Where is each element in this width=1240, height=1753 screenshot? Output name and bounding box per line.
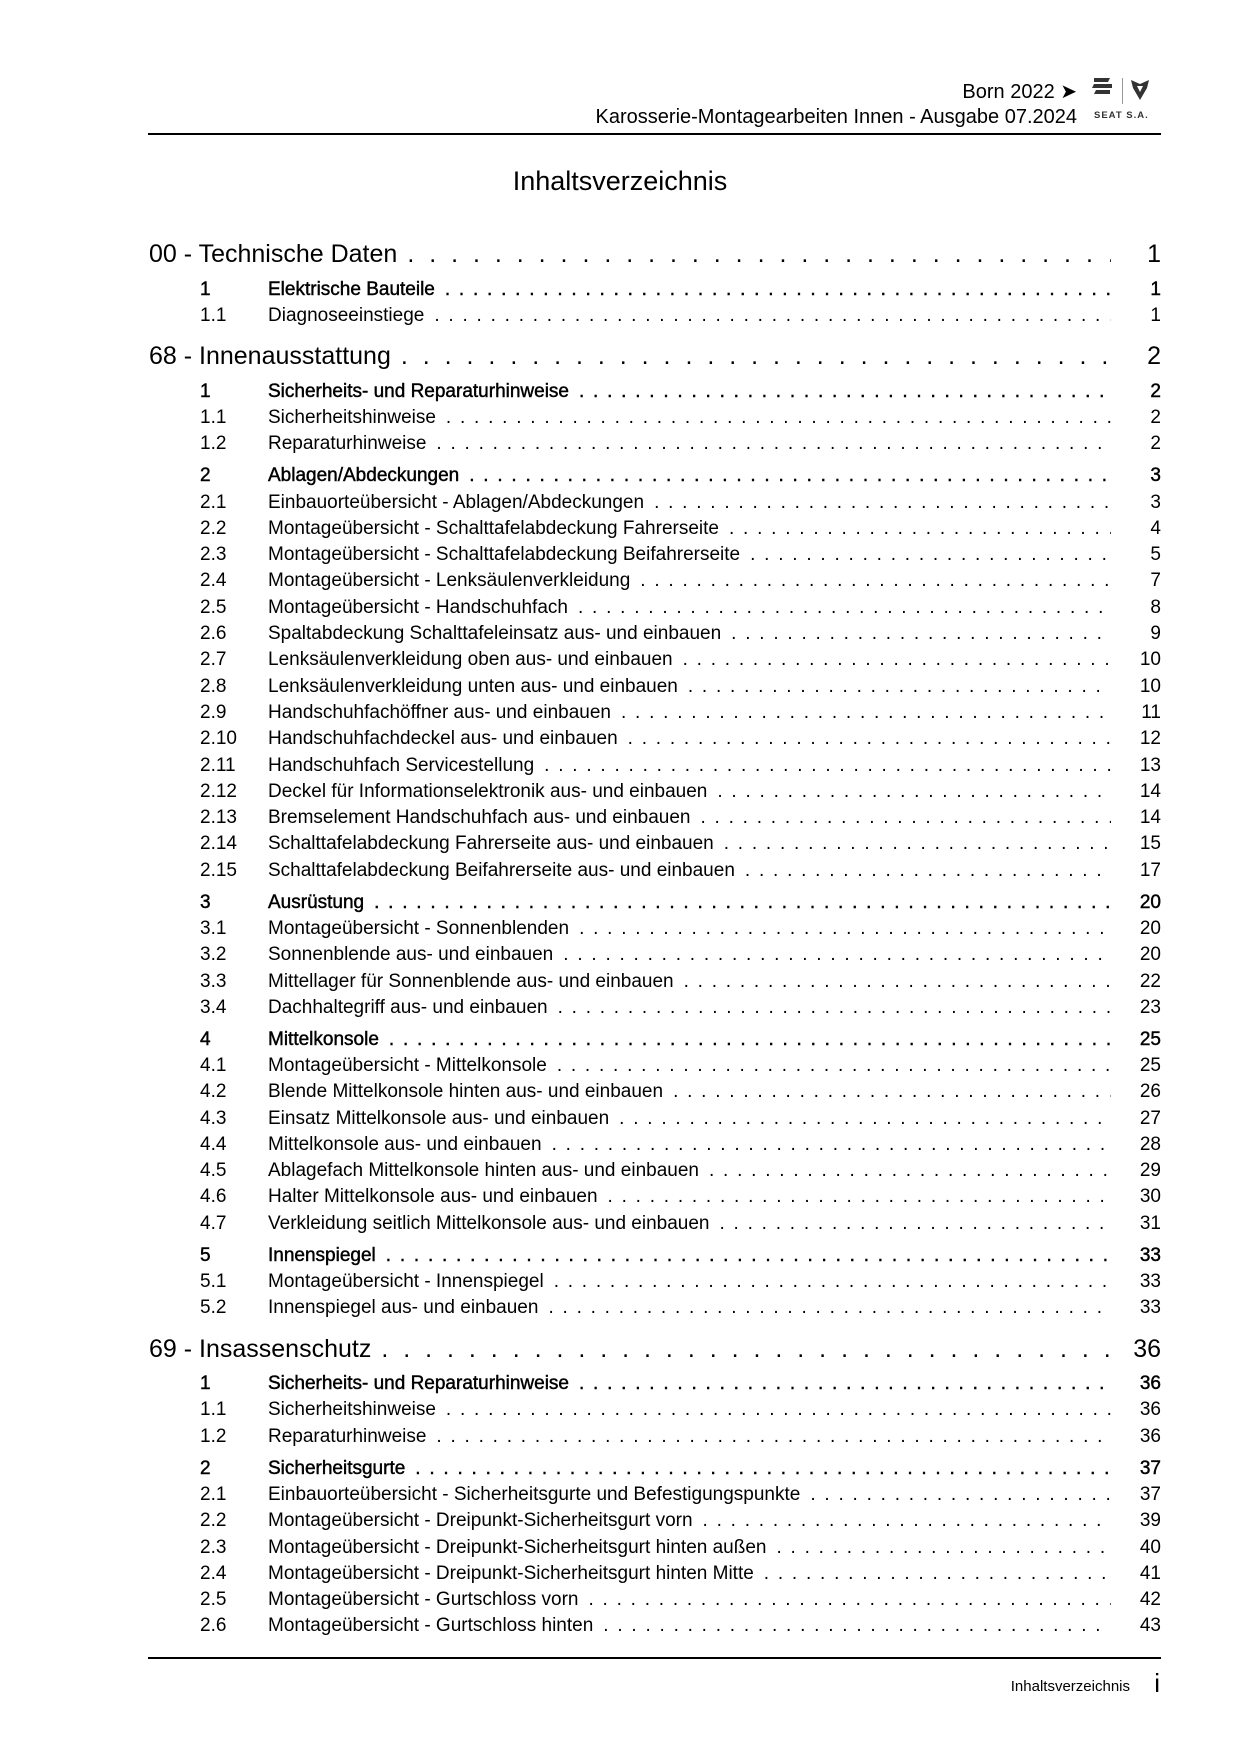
entry-page: 14 — [1139, 807, 1161, 829]
entry-number: 2 — [200, 1457, 211, 1479]
entry-page: 37 — [1139, 1483, 1161, 1505]
entry-title: Montageübersicht - Handschuhfach — [268, 596, 568, 618]
entry-title: Montageübersicht - Schalttafelabdeckung Fahrerseite — [268, 517, 719, 539]
dot-leader — [544, 753, 1111, 779]
entry-number: 2.11 — [200, 754, 236, 776]
dot-leader — [563, 942, 1111, 968]
toc-entry[interactable] — [149, 340, 1161, 373]
dot-leader — [673, 1079, 1111, 1105]
toc-entry[interactable] — [149, 1371, 1161, 1397]
entry-page: 43 — [1139, 1615, 1161, 1637]
entry-page: 7 — [1150, 570, 1161, 592]
entry-number: 2.5 — [200, 1589, 227, 1611]
entry-number: 2.15 — [200, 859, 237, 881]
dot-leader — [401, 340, 1111, 373]
toc-entry[interactable] — [149, 1424, 1161, 1450]
entry-number: 3.2 — [200, 944, 227, 966]
entry-number: 3.4 — [200, 996, 227, 1018]
dot-leader — [640, 568, 1111, 594]
dot-leader — [389, 1027, 1111, 1053]
entry-page: 22 — [1139, 970, 1161, 992]
toc-entry[interactable] — [149, 238, 1161, 271]
toc-entry[interactable] — [149, 1184, 1161, 1210]
entry-title: 69 - Insassenschutz — [149, 1334, 372, 1363]
brand-name: SEAT S.A. — [1094, 110, 1149, 121]
toc-entry[interactable] — [149, 1053, 1161, 1079]
toc-entry[interactable] — [149, 1158, 1161, 1184]
entry-number: 2.4 — [200, 570, 227, 592]
entry-page: 10 — [1139, 675, 1161, 697]
entry-title: Innenspiegel — [268, 1244, 376, 1266]
entry-number: 4.1 — [200, 1054, 227, 1076]
entry-number: 1.1 — [200, 1399, 227, 1421]
dot-leader — [415, 1456, 1111, 1482]
toc-entry[interactable] — [149, 405, 1161, 431]
entry-title: Verkleidung seitlich Mittelkonsole aus- und einbauen — [268, 1212, 710, 1234]
dot-leader — [445, 277, 1111, 303]
entry-number: 4.4 — [200, 1133, 227, 1155]
entry-title: Schalttafelabdeckung Beifahrerseite aus- und einbauen — [268, 859, 735, 881]
entry-title: Mittelkonsole aus- und einbauen — [268, 1133, 542, 1155]
entry-title: Ablagen/Abdeckungen — [268, 465, 460, 487]
entry-page: 36 — [1139, 1373, 1161, 1395]
dot-leader — [446, 405, 1111, 431]
dot-leader — [750, 542, 1111, 568]
toc-entry[interactable] — [149, 463, 1161, 489]
entry-title: Reparaturhinweise — [268, 433, 427, 455]
entry-page: 12 — [1139, 728, 1161, 750]
entry-page: 36 — [1139, 1399, 1161, 1421]
entry-page: 25 — [1139, 1054, 1161, 1076]
entry-title: Montageübersicht - Dreipunkt-Sicherheitsgurt vorn — [268, 1510, 693, 1532]
entry-page: 28 — [1139, 1133, 1161, 1155]
entry-number: 4.5 — [200, 1160, 227, 1182]
dot-leader — [683, 647, 1111, 673]
page-header — [596, 80, 1077, 130]
dot-leader — [709, 1158, 1111, 1184]
toc-entry[interactable] — [149, 1535, 1161, 1561]
dot-leader — [381, 1333, 1111, 1366]
toc-entry[interactable] — [149, 431, 1161, 457]
entry-title: Sonnenblende aus- und einbauen — [268, 944, 554, 966]
entry-title: Sicherheitshinweise — [268, 1399, 436, 1421]
toc-entry[interactable] — [149, 1397, 1161, 1423]
entry-title: Innenspiegel aus- und einbauen — [268, 1297, 539, 1319]
entry-title: Sicherheitshinweise — [268, 407, 436, 429]
entry-page: 13 — [1139, 754, 1161, 776]
entry-number: 2.13 — [200, 807, 237, 829]
toc-entry[interactable] — [149, 1508, 1161, 1534]
toc-entry[interactable] — [149, 969, 1161, 995]
entry-title: Reparaturhinweise — [268, 1425, 427, 1447]
dot-leader — [654, 490, 1111, 516]
dot-leader — [386, 1243, 1111, 1269]
entry-number: 1.2 — [200, 1425, 227, 1447]
entry-page: 31 — [1139, 1212, 1161, 1234]
dot-leader — [703, 1508, 1111, 1534]
entry-title: Spaltabdeckung Schalttafeleinsatz aus- und einbauen — [268, 623, 722, 645]
dot-leader — [608, 1184, 1111, 1210]
entry-title: Handschuhfachdeckel aus- und einbauen — [268, 728, 618, 750]
toc-entry[interactable] — [149, 779, 1161, 805]
entry-page: 20 — [1139, 944, 1161, 966]
entry-title: Montageübersicht - Gurtschloss vorn — [268, 1589, 579, 1611]
entry-number: 2.6 — [200, 623, 227, 645]
entry-number: 2.10 — [200, 728, 237, 750]
entry-title: Montageübersicht - Sonnenblenden — [268, 917, 570, 939]
document-subtitle: Karosserie-Montagearbeiten Innen - Ausgabe 07.2024 — [595, 106, 1077, 128]
entry-title: Lenksäulenverkleidung unten aus- und einbauen — [268, 675, 678, 697]
entry-title: Sicherheits- und Reparaturhinweise — [268, 380, 569, 402]
dot-leader — [688, 674, 1111, 700]
entry-number: 5.1 — [200, 1270, 227, 1292]
entry-number: 1 — [200, 380, 211, 402]
entry-number: 2.4 — [200, 1562, 227, 1584]
entry-number: 1.1 — [200, 407, 227, 429]
entry-number: 2.6 — [200, 1615, 227, 1637]
entry-number: 2.3 — [200, 1536, 227, 1558]
dot-leader — [628, 726, 1111, 752]
entry-page: 29 — [1139, 1160, 1161, 1182]
entry-title: Ablagefach Mittelkonsole hinten aus- und einbauen — [268, 1160, 699, 1182]
entry-title: Schalttafelabdeckung Fahrerseite aus- und einbauen — [268, 833, 714, 855]
toc-entry[interactable] — [149, 858, 1161, 884]
toc-entry[interactable] — [149, 647, 1161, 673]
entry-title: Einbauorteübersicht - Sicherheitsgurte und Befestigungspunkte — [268, 1483, 801, 1505]
dot-leader — [407, 238, 1111, 271]
entry-title: Montageübersicht - Innenspiegel — [268, 1270, 544, 1292]
entry-number: 3.3 — [200, 970, 227, 992]
entry-page: 23 — [1139, 996, 1161, 1018]
dot-leader — [729, 516, 1111, 542]
entry-page: 42 — [1139, 1589, 1161, 1611]
entry-page: 5 — [1150, 544, 1161, 566]
dot-leader — [579, 379, 1111, 405]
entry-number: 1.1 — [200, 304, 227, 326]
entry-title: Montageübersicht - Gurtschloss hinten — [268, 1615, 594, 1637]
dot-leader — [731, 621, 1111, 647]
entry-page: 10 — [1139, 649, 1161, 671]
entry-page: 26 — [1139, 1081, 1161, 1103]
entry-number: 2.1 — [200, 1483, 227, 1505]
entry-number: 2.5 — [200, 596, 227, 618]
toc-entry[interactable] — [149, 916, 1161, 942]
model-label: Born 2022 ➤ — [962, 81, 1077, 103]
toc-entry[interactable] — [149, 621, 1161, 647]
toc-entry[interactable] — [149, 1027, 1161, 1053]
dot-leader — [588, 1587, 1111, 1613]
toc-entry[interactable] — [149, 995, 1161, 1021]
entry-title: Montageübersicht - Dreipunkt-Sicherheitsgurt hinten außen — [268, 1536, 767, 1558]
toc-entry[interactable] — [149, 700, 1161, 726]
dot-leader — [558, 995, 1111, 1021]
entry-number: 2.7 — [200, 649, 227, 671]
toc-entry[interactable] — [149, 1269, 1161, 1295]
entry-number: 2 — [200, 465, 211, 487]
dot-leader — [579, 1371, 1111, 1397]
entry-title: Mittelkonsole — [268, 1028, 379, 1050]
toc-entry[interactable] — [149, 1079, 1161, 1105]
entry-title: Lenksäulenverkleidung oben aus- und einbauen — [268, 649, 673, 671]
entry-page: 27 — [1139, 1107, 1161, 1129]
entry-page: 2 — [1150, 433, 1161, 455]
toc-entry[interactable] — [149, 1243, 1161, 1269]
entry-title: Montageübersicht - Dreipunkt-Sicherheitsgurt hinten Mitte — [268, 1562, 754, 1584]
entry-number: 3 — [200, 891, 211, 913]
dot-leader — [436, 1424, 1111, 1450]
entry-title: 68 - Innenausstattung — [149, 342, 391, 371]
entry-number: 4.3 — [200, 1107, 227, 1129]
entry-number: 2.2 — [200, 1510, 227, 1532]
entry-page: 20 — [1139, 917, 1161, 939]
entry-page: 11 — [1141, 701, 1161, 723]
entry-page: 20 — [1139, 891, 1161, 913]
dot-leader — [717, 779, 1111, 805]
entry-page: 3 — [1150, 465, 1161, 487]
entry-number: 5.2 — [200, 1297, 227, 1319]
entry-title: 00 - Technische Daten — [149, 240, 398, 268]
toc-entry[interactable] — [149, 1561, 1161, 1587]
entry-page: 9 — [1150, 623, 1161, 645]
dot-leader — [745, 858, 1111, 884]
entry-title: Diagnoseeinstiege — [268, 304, 425, 326]
toc-entry[interactable] — [149, 516, 1161, 542]
entry-number: 4.6 — [200, 1186, 227, 1208]
dot-leader — [374, 890, 1111, 916]
dot-leader — [548, 1295, 1111, 1321]
entry-title: Einsatz Mittelkonsole aus- und einbauen — [268, 1107, 610, 1129]
entry-page: 33 — [1139, 1270, 1161, 1292]
entry-page: 1 — [1147, 240, 1161, 268]
header-rule — [148, 133, 1161, 135]
dot-leader — [436, 431, 1111, 457]
entry-title: Sicherheits- und Reparaturhinweise — [268, 1373, 569, 1395]
toc-entry[interactable] — [149, 490, 1161, 516]
entry-title: Handschuhfachöffner aus- und einbauen — [268, 701, 611, 723]
toc-entry[interactable] — [149, 942, 1161, 968]
entry-page: 2 — [1147, 342, 1161, 371]
entry-page: 41 — [1139, 1562, 1161, 1584]
entry-page: 2 — [1150, 407, 1161, 429]
dot-leader — [621, 700, 1111, 726]
entry-number: 1 — [200, 1373, 211, 1395]
entry-title: Halter Mittelkonsole aus- und einbauen — [268, 1186, 598, 1208]
entry-page: 1 — [1150, 304, 1161, 326]
dot-leader — [557, 1053, 1111, 1079]
entry-number: 5 — [200, 1244, 211, 1266]
toc-entry[interactable] — [149, 1132, 1161, 1158]
entry-page: 25 — [1139, 1028, 1161, 1050]
toc-entry[interactable] — [149, 831, 1161, 857]
entry-page: 33 — [1139, 1297, 1161, 1319]
dot-leader — [446, 1397, 1111, 1423]
toc-entry[interactable] — [149, 1211, 1161, 1237]
toc-entry[interactable] — [149, 1333, 1161, 1366]
entry-title: Sicherheitsgurte — [268, 1457, 406, 1479]
toc-entry[interactable] — [149, 805, 1161, 831]
entry-page: 1 — [1150, 278, 1161, 300]
dot-leader — [603, 1613, 1111, 1639]
entry-page: 40 — [1139, 1536, 1161, 1558]
toc-entry[interactable] — [149, 726, 1161, 752]
entry-number: 1 — [200, 278, 211, 300]
dot-leader — [684, 969, 1111, 995]
toc-entry[interactable] — [149, 595, 1161, 621]
dot-leader — [720, 1211, 1112, 1237]
dot-leader — [810, 1482, 1111, 1508]
dot-leader — [724, 831, 1111, 857]
toc-entry[interactable] — [149, 1106, 1161, 1132]
dot-leader — [579, 916, 1111, 942]
entry-number: 2.1 — [200, 491, 227, 513]
entry-title: Deckel für Informationselektronik aus- und einbauen — [268, 780, 708, 802]
dot-leader — [764, 1561, 1111, 1587]
entry-page: 33 — [1139, 1244, 1161, 1266]
entry-title: Dachhaltegriff aus- und einbauen — [268, 996, 548, 1018]
entry-title: Elektrische Bauteile — [268, 278, 435, 300]
toc-entry[interactable] — [149, 674, 1161, 700]
entry-page: 15 — [1139, 833, 1161, 855]
entry-number: 4.2 — [200, 1081, 227, 1103]
dot-leader — [434, 303, 1111, 329]
dot-leader — [554, 1269, 1111, 1295]
footer-rule — [148, 1657, 1161, 1659]
entry-page: 3 — [1150, 491, 1161, 513]
toc-entry[interactable] — [149, 753, 1161, 779]
toc-entry[interactable] — [149, 1456, 1161, 1482]
entry-page: 17 — [1139, 859, 1161, 881]
entry-title: Mittellager für Sonnenblende aus- und einbauen — [268, 970, 674, 992]
entry-page: 14 — [1139, 780, 1161, 802]
dot-leader — [701, 805, 1112, 831]
entry-page: 36 — [1133, 1334, 1161, 1363]
entry-number: 2.3 — [200, 544, 227, 566]
toc-entry[interactable] — [149, 1587, 1161, 1613]
entry-number: 1.2 — [200, 433, 227, 455]
toc-entry[interactable] — [149, 1295, 1161, 1321]
entry-page: 36 — [1139, 1425, 1161, 1447]
entry-page: 8 — [1150, 596, 1161, 618]
entry-number: 2.2 — [200, 517, 227, 539]
entry-number: 3.1 — [200, 917, 227, 939]
entry-number: 2.12 — [200, 780, 237, 802]
toc-entry[interactable] — [149, 277, 1161, 303]
entry-title: Montageübersicht - Lenksäulenverkleidung — [268, 570, 631, 592]
entry-number: 2.8 — [200, 675, 227, 697]
entry-page: 4 — [1150, 517, 1161, 539]
entry-number: 4 — [200, 1028, 211, 1050]
toc-entry[interactable] — [149, 890, 1161, 916]
toc-entry[interactable] — [149, 1482, 1161, 1508]
entry-title: Handschuhfach Servicestellung — [268, 754, 535, 776]
entry-title: Einbauorteübersicht - Ablagen/Abdeckungen — [268, 491, 645, 513]
toc-entry[interactable] — [149, 1613, 1161, 1639]
entry-page: 30 — [1139, 1186, 1161, 1208]
entry-number: 4.7 — [200, 1212, 227, 1234]
page-number: i — [1154, 1668, 1160, 1698]
toc-entry[interactable] — [149, 542, 1161, 568]
entry-page: 39 — [1139, 1510, 1161, 1532]
entry-title: Montageübersicht - Schalttafelabdeckung Beifahrerseite — [268, 544, 741, 566]
page-title: Inhaltsverzeichnis — [512, 166, 728, 196]
dot-leader — [552, 1132, 1111, 1158]
entry-number: 2.14 — [200, 833, 237, 855]
entry-title: Blende Mittelkonsole hinten aus- und einbauen — [268, 1081, 664, 1103]
dot-leader — [777, 1535, 1112, 1561]
toc-entry[interactable] — [149, 568, 1161, 594]
dot-leader — [578, 595, 1111, 621]
entry-page: 2 — [1150, 380, 1161, 402]
entry-title: Montageübersicht - Mittelkonsole — [268, 1054, 547, 1076]
dot-leader — [469, 463, 1111, 489]
dot-leader — [619, 1106, 1111, 1132]
toc-entry[interactable] — [149, 303, 1161, 329]
entry-title: Ausrüstung — [268, 891, 365, 913]
entry-title: Bremselement Handschuhfach aus- und einbauen — [268, 807, 691, 829]
entry-number: 2.9 — [200, 701, 227, 723]
toc-entry[interactable] — [149, 379, 1161, 405]
entry-page: 37 — [1139, 1457, 1161, 1479]
footer-label: Inhaltsverzeichnis — [1010, 1678, 1130, 1695]
table-of-contents — [149, 238, 1161, 1640]
